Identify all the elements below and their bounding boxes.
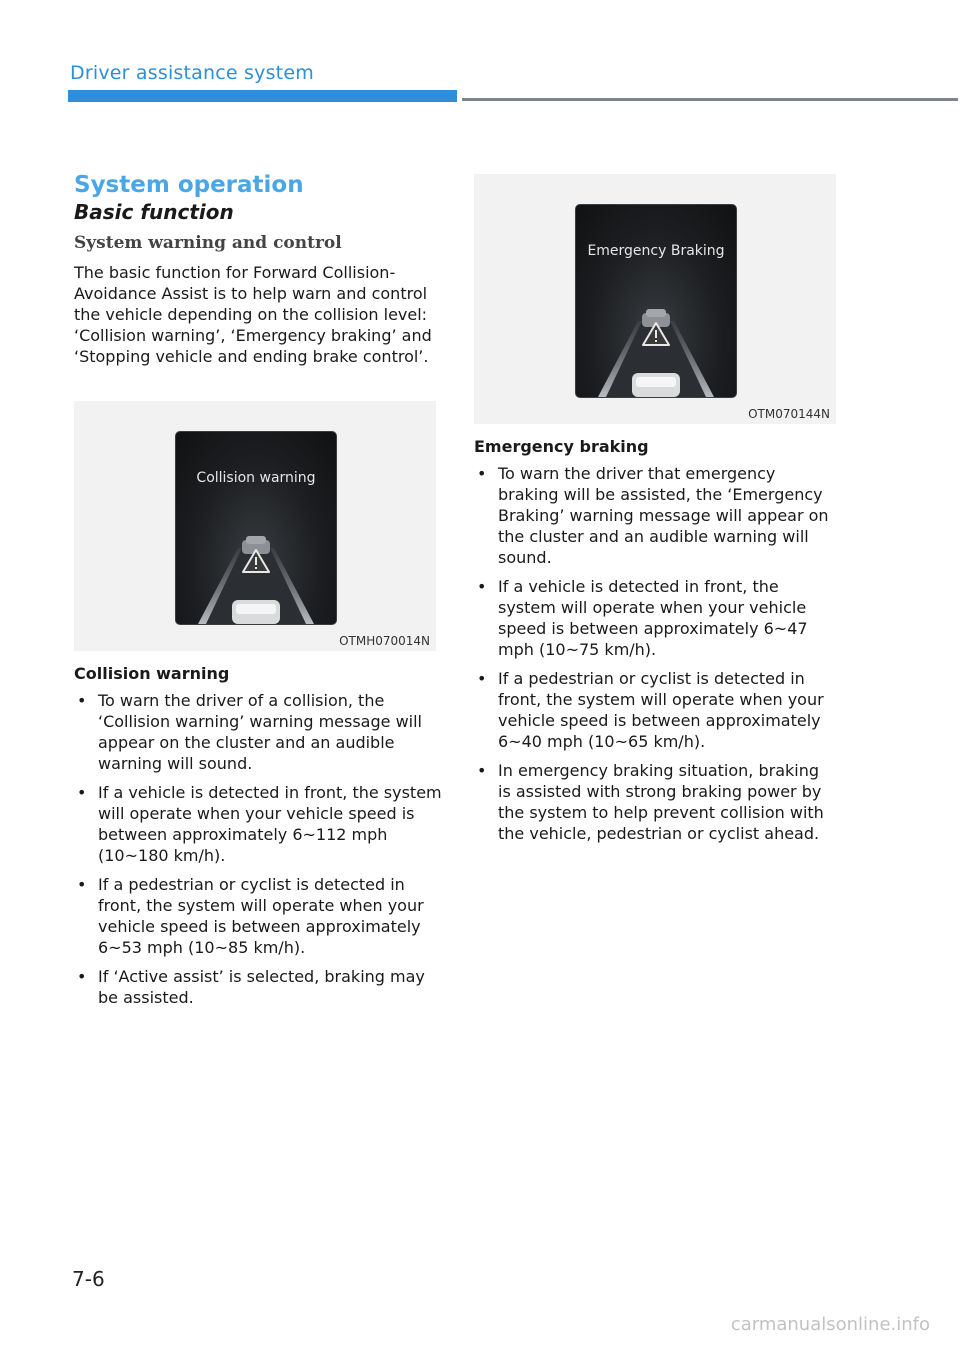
road-warning-icon bbox=[176, 432, 336, 624]
bullet-icon: • bbox=[77, 783, 87, 802]
watermark: carmanualsonline.info bbox=[730, 1314, 930, 1335]
intro-paragraph: The basic function for Forward Collision-Avoidance Assist is to help warn and control the vehicle depending on the collision level: ‘Collision warning’, ‘Emergency braking’ and ‘Stopping vehicle and ending brake control’. bbox=[74, 263, 432, 366]
list-item: • To warn the driver that emergency braking will be assisted, the ‘Emergency Braking’ warning message will appear on the cluster and an audible warning will sound. bbox=[477, 464, 829, 567]
header-rule bbox=[462, 98, 958, 101]
bullet-icon: • bbox=[77, 691, 87, 710]
sub-title: Basic function bbox=[74, 200, 234, 224]
list-item: • If ‘Active assist’ is selected, braking may be assisted. bbox=[77, 967, 425, 1007]
bullet-icon: • bbox=[477, 669, 487, 688]
bullet-list bbox=[74, 690, 442, 1008]
section-title: System operation bbox=[74, 172, 304, 198]
page-number: 7-6 bbox=[72, 1267, 105, 1291]
cluster-message: Emergency Braking bbox=[587, 243, 725, 259]
emergency-braking-figure bbox=[474, 174, 836, 424]
bullet-icon: • bbox=[77, 875, 87, 894]
left-column bbox=[74, 170, 442, 1016]
list-item: • In emergency braking situation, braking is assisted with strong braking power by the system to help prevent collision with the vehicle, pedestrian or cyclist ahead. bbox=[477, 761, 824, 843]
cluster-display bbox=[175, 431, 337, 625]
collision-warning-figure bbox=[74, 401, 436, 651]
figure-code: OTM070144N bbox=[748, 407, 830, 421]
cluster-display bbox=[575, 204, 737, 398]
bullet-icon: • bbox=[477, 577, 487, 596]
sub-sub-title: System warning and control bbox=[74, 233, 342, 253]
road-warning-icon bbox=[576, 205, 736, 397]
list-item: • If a pedestrian or cyclist is detected in front, the system will operate when your vehicle speed is between approximately 6~53 mph (10~85 km/h). bbox=[77, 875, 424, 957]
list-item: • If a vehicle is detected in front, the system will operate when your vehicle speed is between approximately 6~47 mph (10~75 km/h). bbox=[477, 577, 808, 659]
figure-caption: Emergency braking bbox=[474, 437, 649, 456]
bullet-list bbox=[474, 463, 836, 844]
list-item: • To warn the driver of a collision, the ‘Collision warning’ warning message will appear on the cluster and an audible warning will sound. bbox=[77, 691, 422, 773]
list-item: • If a pedestrian or cyclist is detected in front, the system will operate when your vehicle speed is between approximately 6~40 mph (10~65 km/h). bbox=[477, 669, 824, 751]
page-header-title: Driver assistance system bbox=[70, 62, 314, 84]
bullet-icon: • bbox=[477, 761, 487, 780]
bullet-icon: • bbox=[77, 967, 87, 986]
bullet-icon: • bbox=[477, 464, 487, 483]
right-column bbox=[474, 174, 836, 852]
header-rule-accent bbox=[68, 90, 457, 102]
figure-code: OTMH070014N bbox=[339, 634, 430, 648]
figure-caption: Collision warning bbox=[74, 664, 230, 683]
list-item: • If a vehicle is detected in front, the system will operate when your vehicle speed is between approximately 6~112 mph (10~180 km/h). bbox=[77, 783, 442, 865]
cluster-message: Collision warning bbox=[196, 470, 316, 486]
